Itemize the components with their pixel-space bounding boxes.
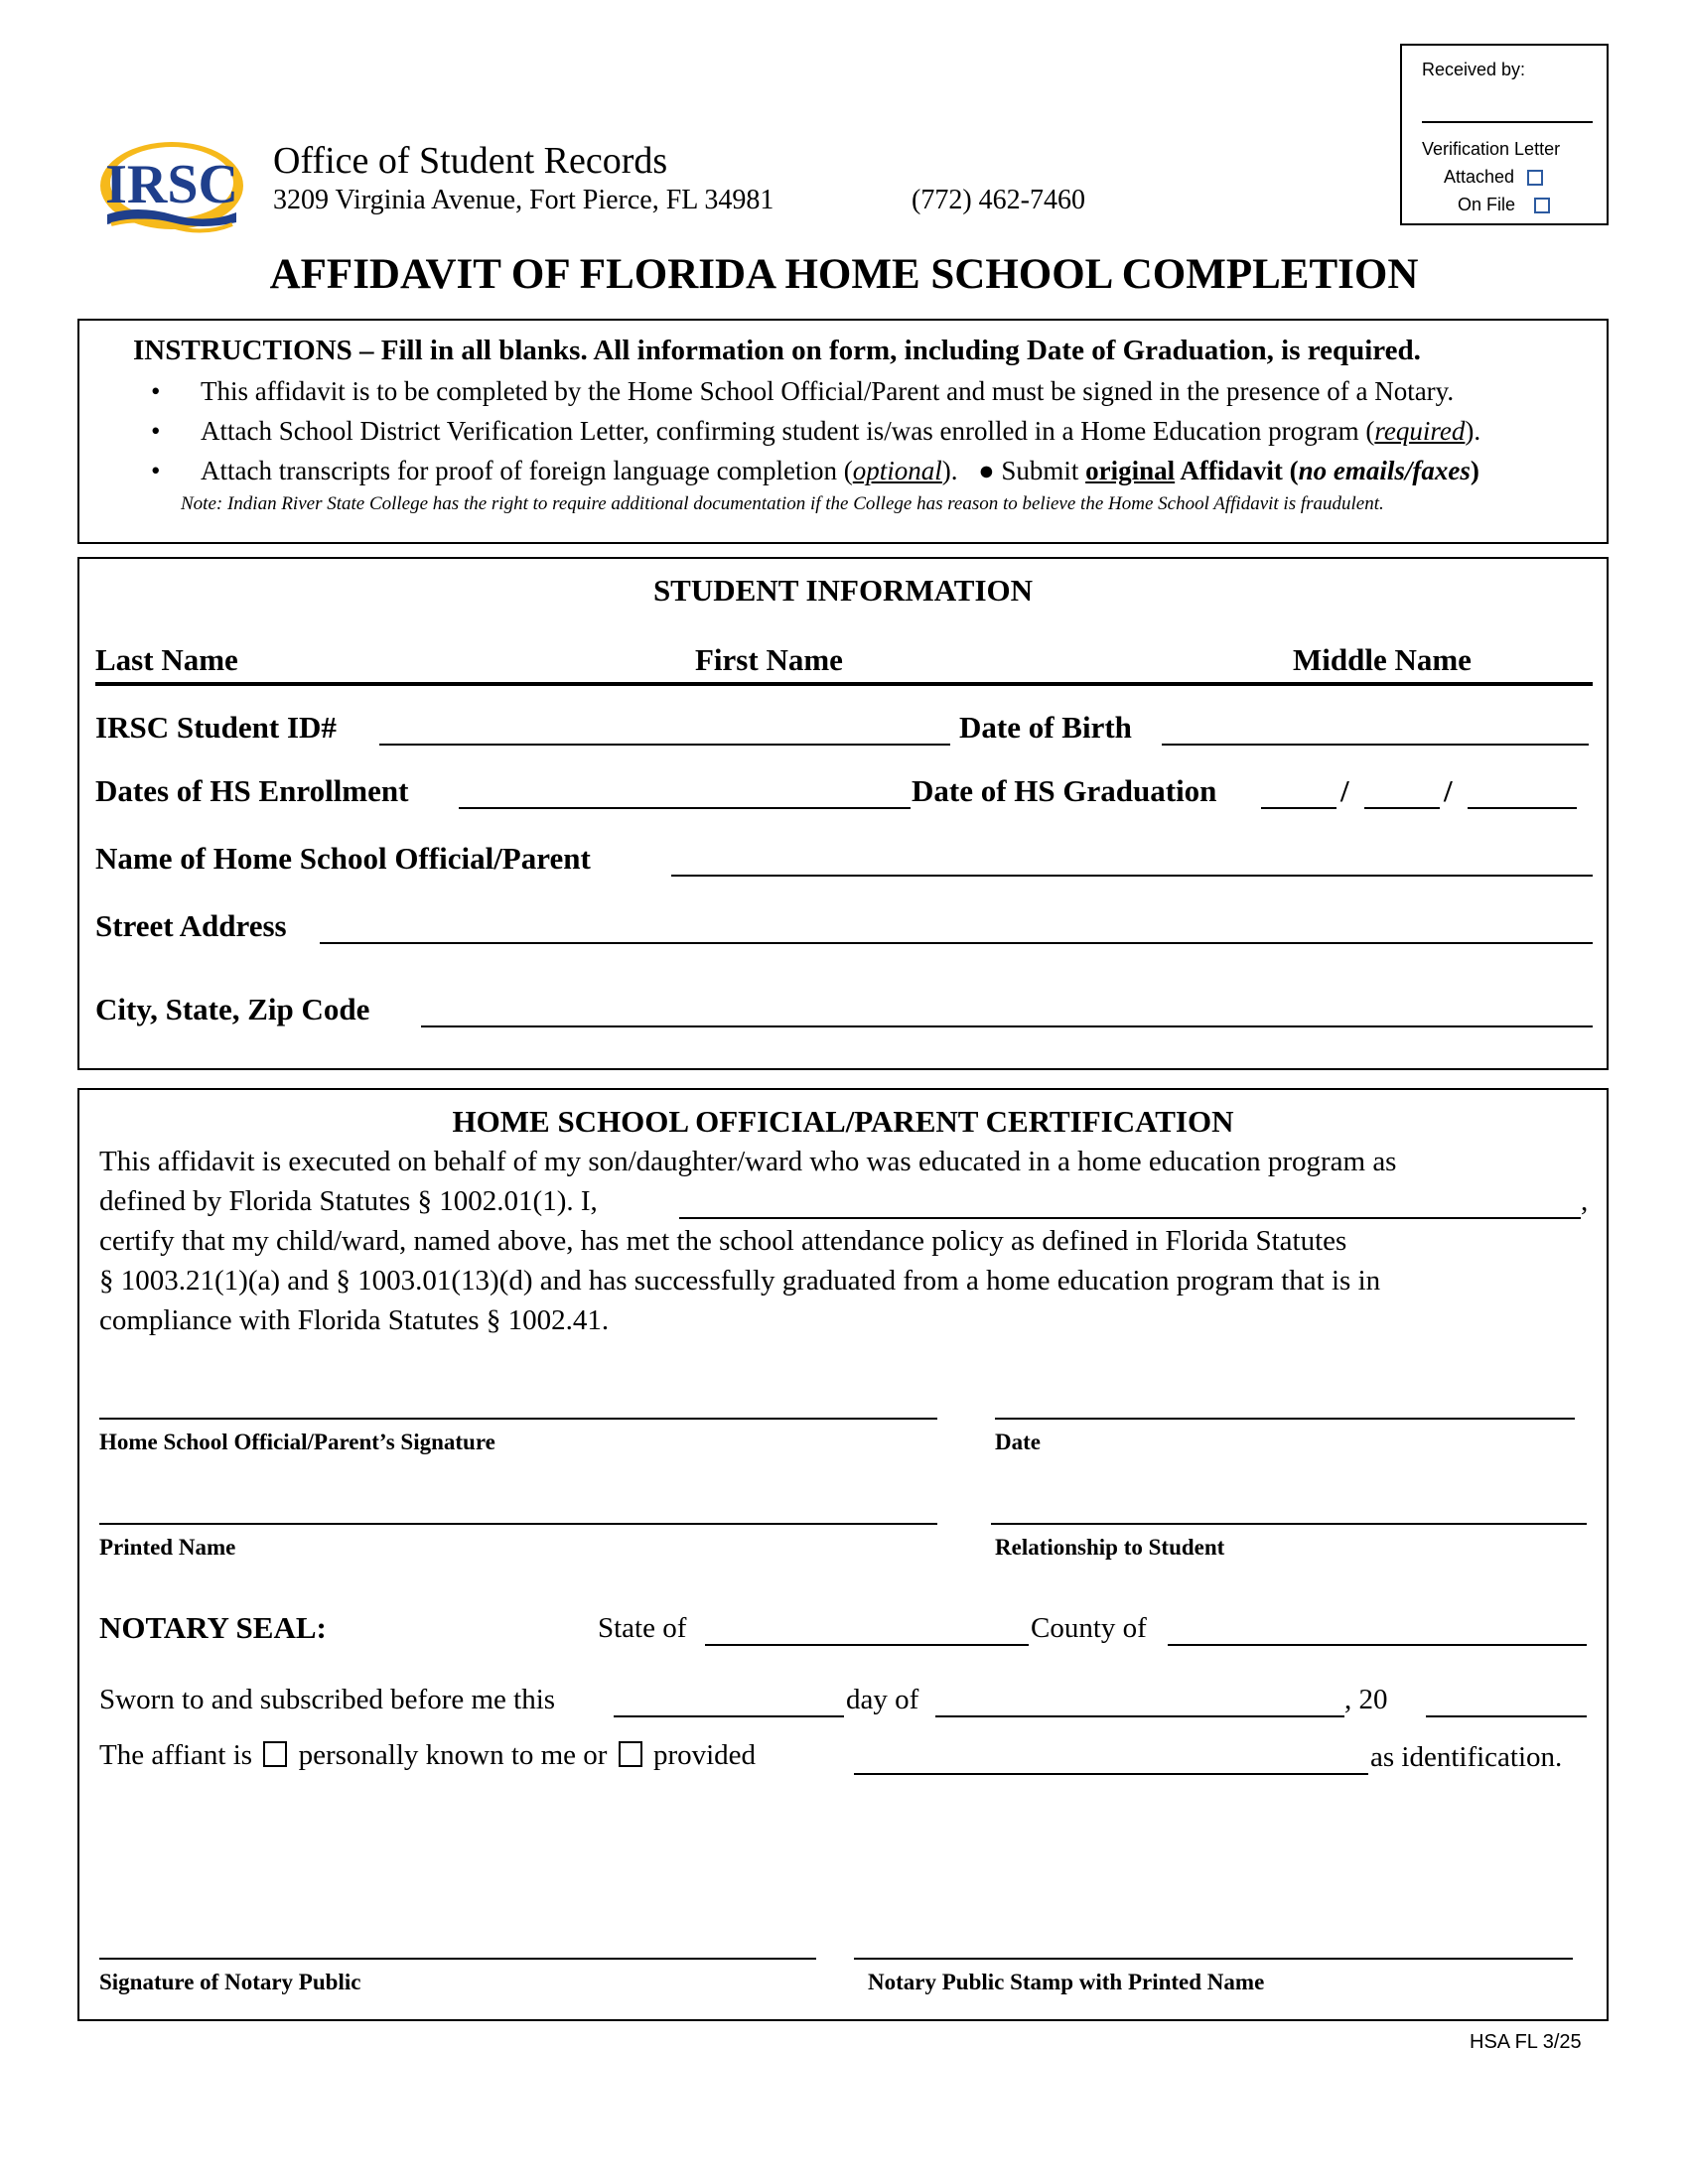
middle-name-label: Middle Name	[1293, 642, 1472, 677]
provided-id-checkbox[interactable]	[619, 1741, 642, 1767]
student-id-label: IRSC Student ID#	[95, 710, 337, 745]
personally-known-label: personally known to me or	[298, 1739, 608, 1771]
city-state-zip-field[interactable]	[421, 1025, 1593, 1027]
name-line[interactable]	[95, 682, 1593, 686]
last-name-label: Last Name	[95, 642, 238, 677]
notary-signature-label: Signature of Notary Public	[99, 1970, 361, 1994]
signature-date-line[interactable]	[995, 1418, 1575, 1420]
printed-name-label: Printed Name	[99, 1535, 236, 1560]
student-info-box	[77, 557, 1609, 1070]
state-of-label: State of	[598, 1612, 687, 1644]
official-signature-line[interactable]	[99, 1418, 937, 1420]
official-name-field[interactable]	[671, 875, 1593, 877]
page-title: AFFIDAVIT OF FLORIDA HOME SCHOOL COMPLETION	[269, 251, 1419, 298]
graduation-year-field[interactable]	[1468, 807, 1577, 809]
attached-checkbox[interactable]	[1527, 170, 1543, 186]
county-of-label: County of	[1031, 1612, 1147, 1644]
relationship-line[interactable]	[991, 1523, 1587, 1525]
personally-known-checkbox[interactable]	[263, 1741, 287, 1767]
state-of-field[interactable]	[705, 1644, 1029, 1646]
logo-text: IRSC	[105, 154, 238, 215]
signature-date-label: Date	[995, 1430, 1041, 1454]
instructions-box	[77, 319, 1609, 544]
graduation-month-field[interactable]	[1261, 807, 1336, 809]
certification-line-3: certify that my child/ward, named above, has met the school attendance policy as defined in Florida Statutes	[99, 1225, 1347, 1257]
on-file-row	[1458, 195, 1550, 215]
attached-label: Attached	[1444, 167, 1515, 187]
instruction-bullet-2: • Attach School District Verification Letter, confirming student is/was enrolled in a Home Education program (required).	[151, 416, 1481, 446]
county-of-field[interactable]	[1168, 1644, 1587, 1646]
sworn-year-field[interactable]	[1426, 1715, 1587, 1717]
dob-label: Date of Birth	[959, 710, 1132, 745]
affiant-label: The affiant is	[99, 1739, 253, 1771]
relationship-label: Relationship to Student	[995, 1535, 1225, 1560]
provided-label: provided	[652, 1739, 757, 1771]
on-file-checkbox[interactable]	[1534, 198, 1550, 213]
street-address-label: Street Address	[95, 908, 287, 943]
certification-line-4: § 1003.21(1)(a) and § 1003.01(13)(d) and has successfully graduated from a home education program that is in	[99, 1265, 1381, 1297]
year-prefix-label: , 20	[1344, 1684, 1388, 1715]
received-box	[1400, 44, 1609, 225]
office-address: 3209 Virginia Avenue, Fort Pierce, FL 34981	[273, 185, 774, 215]
certification-comma: ,	[1581, 1185, 1589, 1217]
sworn-label: Sworn to and subscribed before me this	[99, 1684, 556, 1715]
notary-stamp-label: Notary Public Stamp with Printed Name	[868, 1970, 1265, 1994]
printed-name-line[interactable]	[99, 1523, 937, 1525]
form-code: HSA FL 3/25	[1470, 2031, 1582, 2053]
student-info-heading: STUDENT INFORMATION	[652, 573, 1034, 608]
city-state-zip-label: City, State, Zip Code	[95, 992, 370, 1026]
official-signature-label: Home School Official/Parent’s Signature	[99, 1430, 495, 1454]
graduation-label: Date of HS Graduation	[912, 773, 1217, 808]
graduation-slash-2: /	[1444, 773, 1453, 808]
enrollment-label: Dates of HS Enrollment	[95, 773, 409, 808]
on-file-label: On File	[1458, 195, 1516, 214]
official-name-label: Name of Home School Official/Parent	[95, 841, 591, 876]
instructions-heading: INSTRUCTIONS – Fill in all blanks. All information on form, including Date of Graduation, is required.	[133, 335, 1421, 366]
notary-stamp-line[interactable]	[854, 1958, 1573, 1960]
office-phone: (772) 462-7460	[912, 185, 1085, 215]
enrollment-field[interactable]	[459, 807, 911, 809]
first-name-label: First Name	[695, 642, 843, 677]
identification-field[interactable]	[854, 1773, 1368, 1775]
received-by-line[interactable]	[1422, 121, 1593, 123]
certification-line-1: This affidavit is executed on behalf of my son/daughter/ward who was educated in a home education program as	[99, 1146, 1397, 1177]
affiant-row	[99, 1739, 756, 1772]
graduation-day-field[interactable]	[1364, 807, 1440, 809]
certification-heading: HOME SCHOOL OFFICIAL/PARENT CERTIFICATION	[452, 1104, 1234, 1139]
day-of-label: day of	[846, 1684, 919, 1715]
graduation-slash-1: /	[1340, 773, 1349, 808]
street-address-field[interactable]	[320, 942, 1593, 944]
sworn-day-field[interactable]	[614, 1715, 844, 1717]
instruction-bullet-3: • Attach transcripts for proof of foreign language completion (optional). ● Submit original Affidavit (no emails/faxes)	[151, 456, 1479, 485]
received-by-label: Received by:	[1422, 60, 1526, 79]
instruction-bullet-1: • This affidavit is to be completed by the Home School Official/Parent and must be signed in the presence of a Notary.	[151, 376, 1455, 406]
notary-signature-line[interactable]	[99, 1958, 816, 1960]
sworn-month-field[interactable]	[935, 1715, 1344, 1717]
official-certify-name-field[interactable]	[679, 1217, 1581, 1219]
instructions-note: Note: Indian River State College has the right to require additional documentation if the College has reason to believe the Home School Affidavit is fraudulent.	[181, 493, 1384, 514]
office-name: Office of Student Records	[273, 140, 668, 182]
attached-row	[1444, 167, 1543, 188]
verification-letter-label: Verification Letter	[1422, 139, 1561, 159]
dob-field[interactable]	[1162, 744, 1589, 746]
irsc-logo	[97, 139, 246, 238]
identification-label: as identification.	[1370, 1741, 1563, 1773]
certification-box	[77, 1088, 1609, 2021]
student-id-field[interactable]	[379, 744, 950, 746]
certification-line-5: compliance with Florida Statutes § 1002.41.	[99, 1304, 610, 1336]
certification-line-2: defined by Florida Statutes § 1002.01(1). I,	[99, 1185, 598, 1217]
notary-seal-label: NOTARY SEAL:	[99, 1610, 327, 1645]
